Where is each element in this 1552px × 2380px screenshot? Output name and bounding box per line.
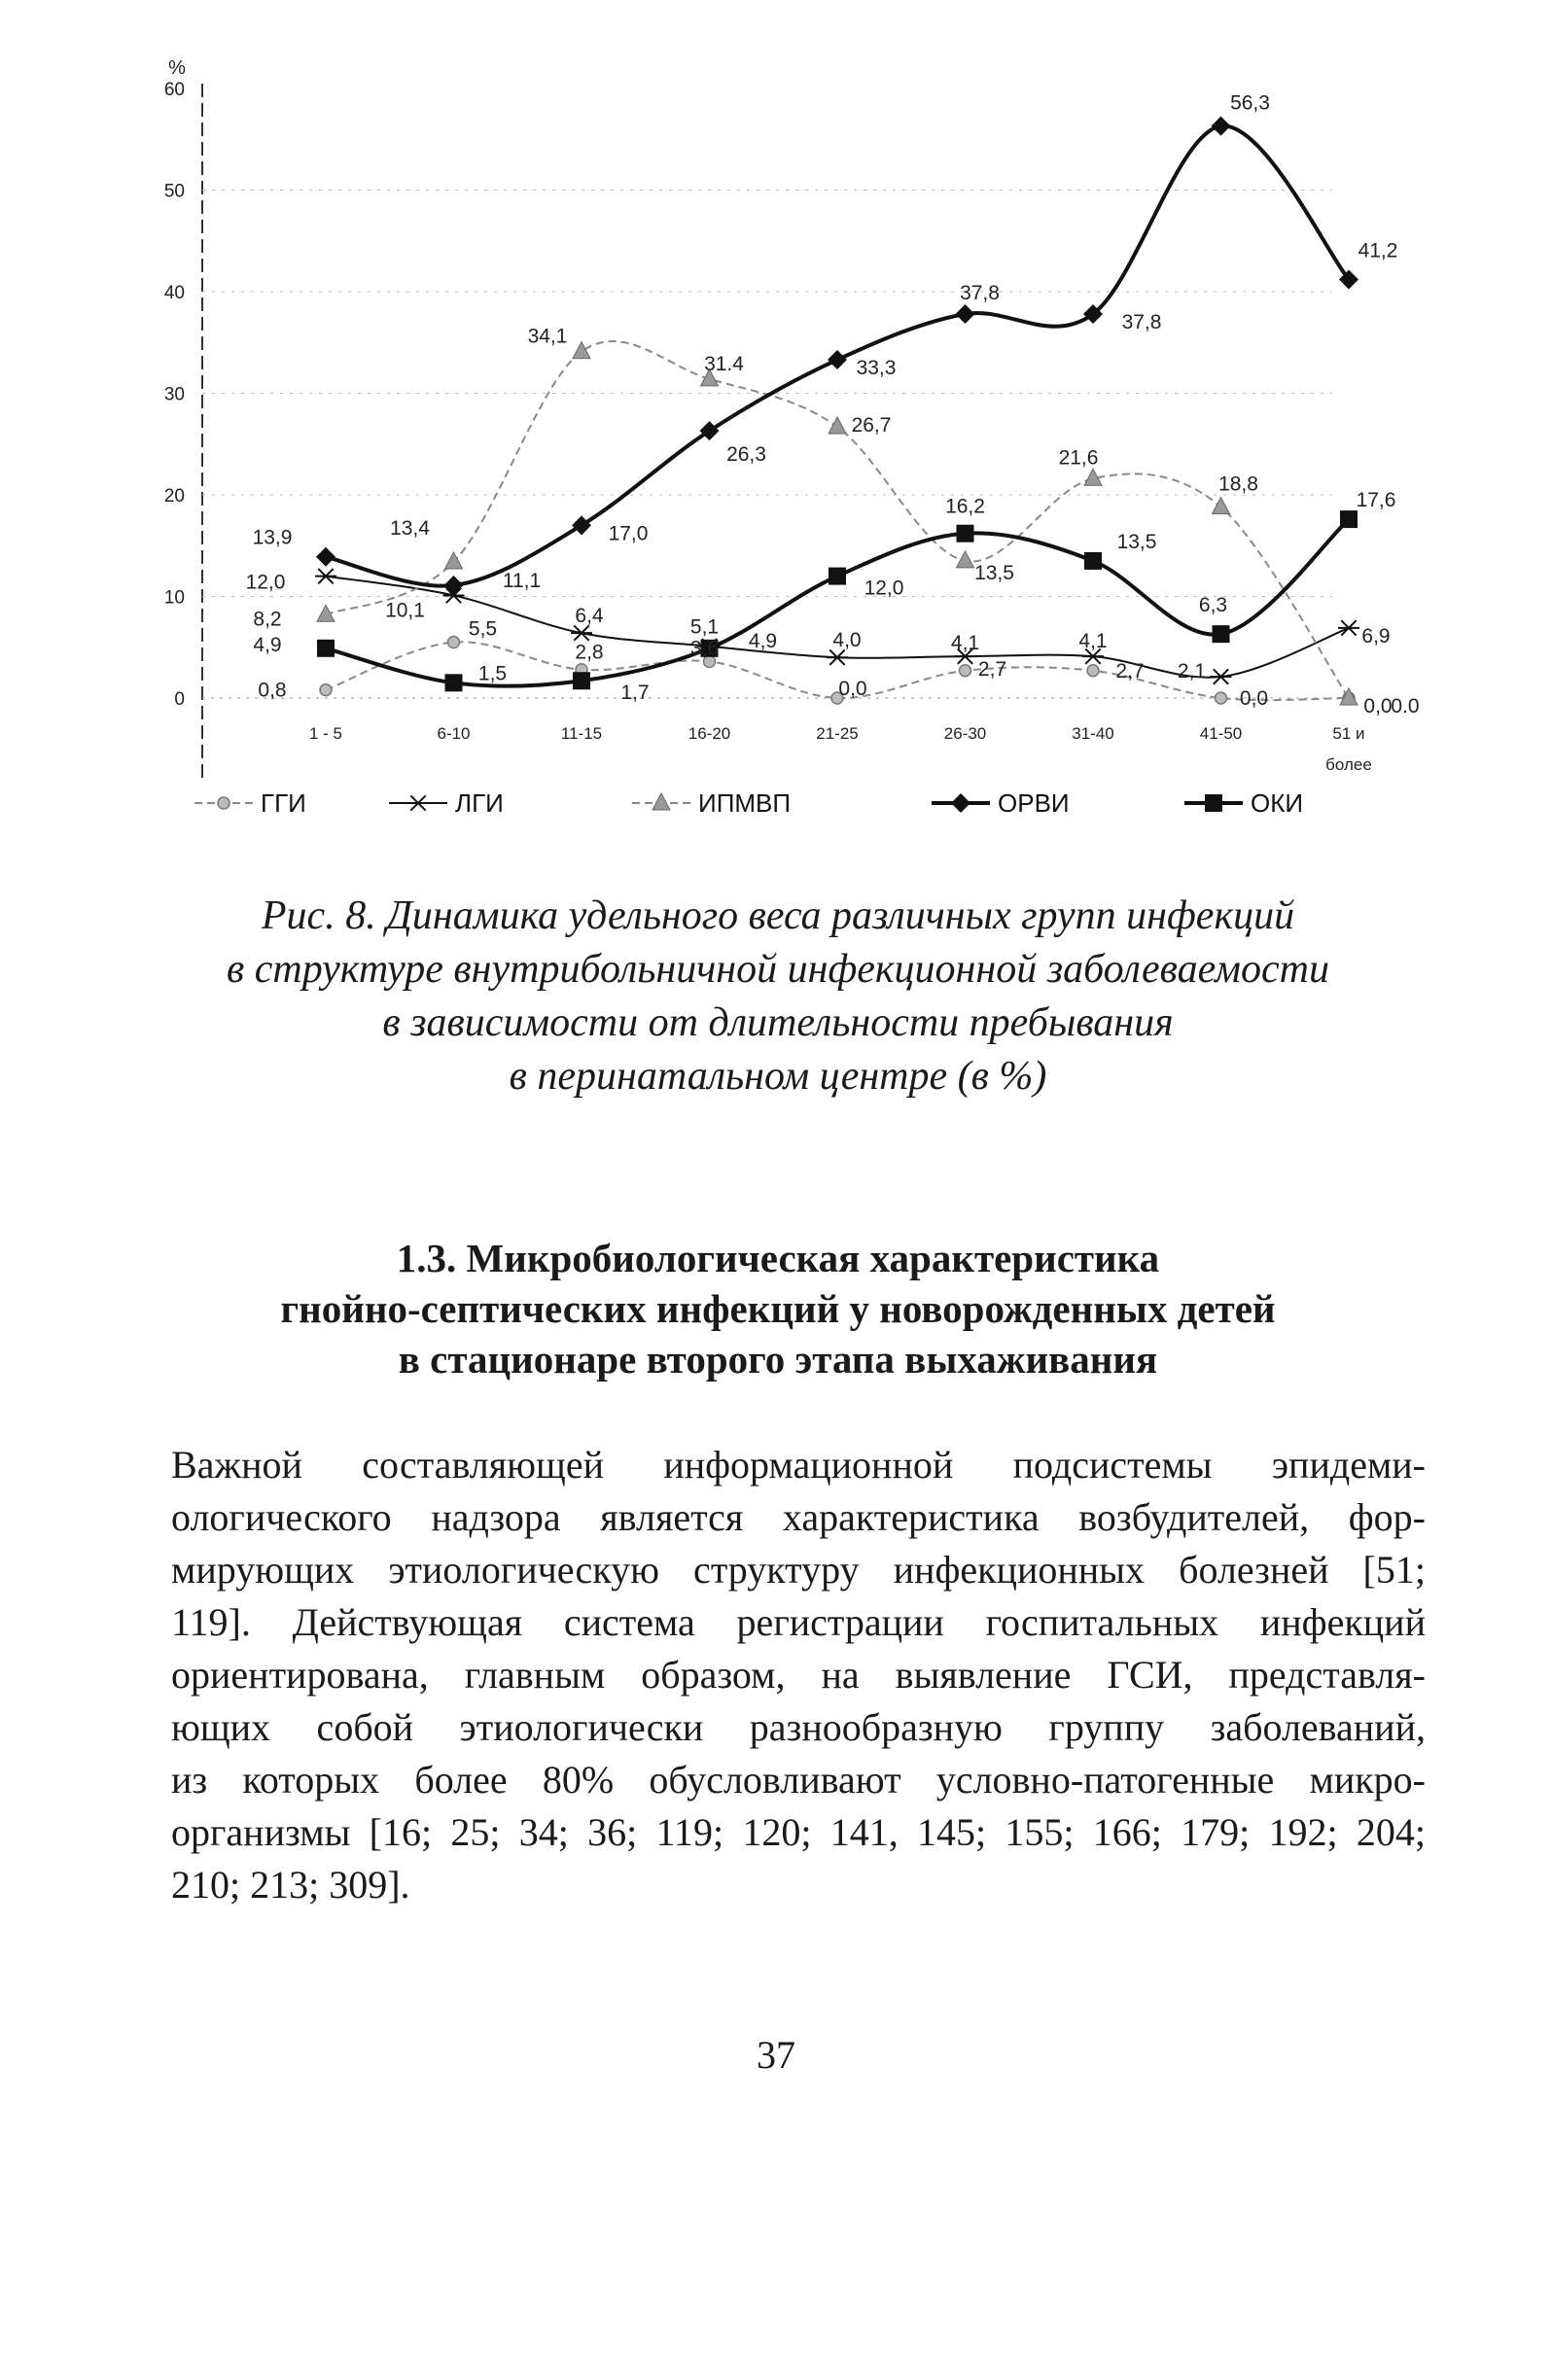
data-label: 0,0 <box>838 678 867 700</box>
data-point <box>957 551 974 568</box>
data-label: 2,8 <box>575 641 604 664</box>
heading-line: 1.3. Микробиологическая характеристика <box>396 1236 1160 1280</box>
paragraph-line: Важной составляющей информационной подсистемы эпидеми- <box>171 1443 1426 1487</box>
x-tick-label: 11-15 <box>560 724 603 743</box>
legend-item <box>932 788 1070 818</box>
data-label: 10,1 <box>385 599 425 622</box>
data-label: 4,9 <box>748 629 778 652</box>
paragraph-line: из которых более 80% обусловливают условно-патогенные микро- <box>171 1758 1426 1802</box>
data-point <box>829 417 846 434</box>
data-label: 2,1 <box>1177 660 1207 683</box>
caption-line: в зависимости от длительности пребывания <box>382 1000 1174 1045</box>
data-label: 4,0 <box>832 629 862 652</box>
data-label: 1,7 <box>620 682 650 705</box>
data-point <box>573 672 590 689</box>
data-label: 6,3 <box>1198 594 1228 617</box>
data-label: 18,8 <box>1218 472 1258 496</box>
legend-item <box>194 788 306 818</box>
data-label: 12,0 <box>245 571 286 594</box>
data-label: 37,8 <box>960 281 1000 304</box>
data-point <box>1212 117 1231 136</box>
data-label: 0,0 <box>1239 687 1269 710</box>
data-point <box>1211 669 1232 683</box>
legend-label: ЛГИ <box>455 788 504 818</box>
data-point <box>320 684 332 696</box>
data-point <box>1087 665 1099 677</box>
data-label: 0,0 <box>1363 695 1393 718</box>
data-point <box>828 350 847 369</box>
data-label: 21,6 <box>1058 446 1099 470</box>
paragraph-line: ологического надзора является характеристика возбудителей, фор- <box>171 1495 1426 1539</box>
legend-label: ОРВИ <box>998 788 1070 818</box>
page-number: 37 <box>757 2033 795 2077</box>
data-label: 13,5 <box>1116 530 1157 553</box>
data-point <box>572 515 591 535</box>
data-point <box>1213 498 1230 514</box>
paragraph-line: 119]. Действующая система регистрации госпитальных инфекций <box>171 1600 1426 1644</box>
data-label: 31.4 <box>704 352 744 375</box>
y-tick-label: 10 <box>163 587 185 609</box>
x-tick-label: 1 - 5 <box>308 724 343 743</box>
series-layer <box>315 117 1359 705</box>
y-tick-label: 0 <box>174 689 185 710</box>
x-tick-label: 21-25 <box>816 724 859 743</box>
data-point <box>956 304 975 324</box>
paragraph-line: мирующих этиологическую структуру инфекционных болезней [51; <box>171 1548 1426 1592</box>
caption-line: в перинатальном центре (в %) <box>509 1054 1047 1099</box>
data-label: 17,6 <box>1356 489 1396 512</box>
y-tick-label: 30 <box>163 384 185 405</box>
data-label: 13,4 <box>390 516 430 540</box>
x-tick-label: 16-20 <box>688 724 731 743</box>
x-tick-label: 41-50 <box>1199 724 1243 743</box>
data-label: 26,7 <box>851 413 892 437</box>
legend-marker <box>218 797 229 809</box>
data-label: 0,8 <box>258 679 287 702</box>
data-label: 12,0 <box>864 577 904 600</box>
data-label: 26,3 <box>726 443 766 467</box>
data-label: 0.0 <box>1391 695 1420 718</box>
data-label: 16,2 <box>945 495 985 518</box>
legend-marker <box>951 793 970 813</box>
data-point <box>448 637 460 648</box>
paragraph-line: 210; 213; 309]. <box>171 1863 410 1907</box>
heading-line: гнойно-септических инфекций у новорожденных детей <box>280 1286 1276 1331</box>
data-label: 5,1 <box>689 615 720 639</box>
data-label: 56,3 <box>1230 91 1270 115</box>
figure-caption <box>146 890 1410 1103</box>
data-label: 37,8 <box>1121 310 1162 333</box>
legend-label: ИПМВП <box>698 788 792 818</box>
data-label: 17,0 <box>608 522 649 545</box>
data-label: 2,7 <box>1115 659 1145 682</box>
data-label: 34,1 <box>527 325 568 348</box>
data-point <box>317 640 335 657</box>
x-tick-label: 6-10 <box>437 724 471 743</box>
data-point <box>1213 625 1230 643</box>
x-tick-labels <box>309 724 1372 774</box>
data-point <box>571 625 592 640</box>
x-tick-label: 51 и <box>1332 724 1365 743</box>
data-point <box>444 576 464 595</box>
data-label: 4,9 <box>253 633 282 656</box>
data-point <box>827 650 848 665</box>
data-label: 41,2 <box>1358 239 1398 262</box>
paragraph-line: ющих собой этиологически разнообразную группу заболеваний, <box>171 1705 1426 1749</box>
y-tick-label: 20 <box>163 486 185 507</box>
data-point <box>1338 620 1359 635</box>
data-point <box>573 342 590 359</box>
data-label: 8,2 <box>253 608 282 631</box>
caption-line: в структуре внутрибольничной инфекционной заболеваемости <box>227 947 1329 992</box>
data-label: 4,1 <box>950 632 980 655</box>
caption-line: Рис. 8. Динамика удельного веса различных групп инфекций <box>261 893 1295 938</box>
data-point <box>445 552 463 569</box>
legend-item <box>632 788 791 818</box>
gridlines <box>202 191 1332 699</box>
data-label: 2,7 <box>977 657 1007 681</box>
data-label: 3,6 <box>689 637 720 660</box>
legend-marker <box>407 795 429 810</box>
data-label: 1,5 <box>477 662 508 685</box>
data-point <box>1340 510 1358 528</box>
legend-marker <box>1205 794 1222 812</box>
series-ОРВИ <box>316 117 1358 595</box>
data-label: 6,9 <box>1361 624 1391 648</box>
data-point <box>1216 692 1227 704</box>
y-tick-label: 40 <box>163 283 185 303</box>
data-label: 11,1 <box>502 570 542 593</box>
chart-legend <box>194 788 1303 818</box>
data-label: 4,1 <box>1078 630 1108 653</box>
data-label: 13,9 <box>252 526 293 549</box>
x-tick-label: 26-30 <box>943 724 987 743</box>
y-tick-label: 50 <box>163 181 185 202</box>
paragraph-line: организмы [16; 25; 34; 36; 119; 120; 141, 145; 155; 166; 179; 192; 204; <box>171 1810 1426 1854</box>
section-heading <box>146 1233 1410 1384</box>
y-tick-label: 60 <box>163 80 185 100</box>
legend-item <box>1184 788 1303 818</box>
paragraph-line: ориентирована, главным образом, на выявление ГСИ, представля- <box>171 1653 1426 1697</box>
line-chart <box>0 0 1552 856</box>
legend-label: ГГИ <box>261 788 306 818</box>
legend-label: ОКИ <box>1251 788 1304 818</box>
data-point <box>1084 552 1102 570</box>
data-label: 13,5 <box>974 561 1014 584</box>
x-tick-label: 31-40 <box>1072 724 1114 743</box>
y-unit-label: % <box>168 57 186 79</box>
y-axis <box>164 57 202 778</box>
data-point <box>315 569 336 583</box>
body-paragraph <box>171 1439 1426 1911</box>
legend-item <box>389 788 504 818</box>
data-point <box>316 547 335 567</box>
data-point <box>957 525 974 542</box>
data-point <box>960 665 971 677</box>
data-label: 33,3 <box>856 357 897 380</box>
data-label: 6,4 <box>575 605 604 628</box>
heading-line: в стационаре второго этапа выхаживания <box>398 1337 1158 1382</box>
x-tick-label: более <box>1325 755 1372 774</box>
data-point <box>829 568 846 585</box>
data-label: 5,5 <box>468 617 498 641</box>
legend-marker <box>653 793 670 810</box>
data-point <box>445 674 463 691</box>
